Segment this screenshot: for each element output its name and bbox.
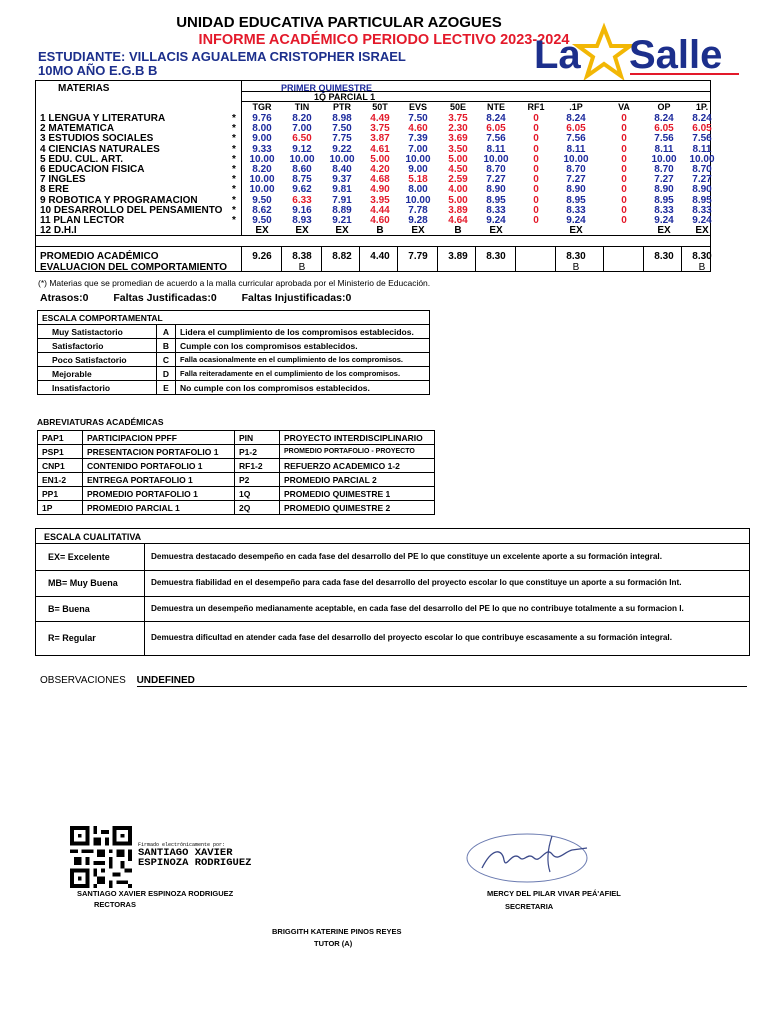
grade-cell: 4.44: [370, 204, 390, 216]
abbreviation-a: CNP1: [38, 459, 83, 473]
abbreviation-c: PIN: [235, 431, 280, 445]
grade-cell: EX: [657, 225, 671, 237]
grade-cell: 7.50: [332, 123, 352, 135]
grade-cell: 8.90: [692, 184, 712, 196]
abbreviation-c: RF1-2: [235, 459, 280, 473]
grade-cell: 3.89: [448, 204, 468, 216]
grades-table: [35, 80, 715, 273]
grade-cell: 8.70: [566, 164, 586, 175]
average-cell: 8.38: [292, 251, 312, 262]
abbreviation-b: ENTREGA PORTAFOLIO 1: [83, 473, 235, 487]
grade-column-header: 1P.: [695, 102, 709, 112]
grade-column-header: VA: [618, 102, 630, 112]
grade-cell: 9.76: [252, 113, 272, 124]
grade-cell: 9.00: [408, 164, 428, 175]
abbreviation-a: PSP1: [38, 445, 83, 459]
qr-code: [69, 826, 133, 888]
abbreviation-a: PAP1: [38, 431, 83, 445]
grade-cell: 8.33: [654, 204, 674, 216]
grade-column-header: TGR: [252, 102, 272, 112]
subject-name: 3 ESTUDIOS SOCIALES: [40, 133, 154, 145]
grade-cell: 0: [621, 113, 627, 124]
subject-name: 9 ROBOTICA Y PROGRAMACION: [40, 194, 198, 206]
grade-cell: 9.16: [292, 204, 312, 216]
average-cell: 4.40: [370, 251, 390, 262]
grade-cell: 8.40: [332, 164, 352, 175]
subject-name: 1 LENGUA Y LITERATURA: [40, 113, 166, 124]
grade-cell: 6.33: [292, 194, 312, 206]
abbreviation-row: [38, 501, 435, 515]
behavior-scale-letter: E: [157, 381, 176, 395]
grade-cell: 10.00: [651, 153, 677, 165]
qualitative-key: EX= Excelente: [48, 551, 110, 562]
grade-cell: 8.62: [252, 204, 272, 216]
grade-cell: 10.00: [563, 153, 589, 165]
observations: [40, 675, 195, 686]
grade-cell: 8.20: [292, 113, 312, 124]
behavior-scale-letter: D: [157, 367, 176, 381]
grade-cell: 7.56: [486, 133, 506, 145]
abbreviation-c: P1-2: [235, 445, 280, 459]
abbreviation-a: 1P: [38, 501, 83, 515]
behavior-scale-desc: Cumple con los compromisos establecidos.: [176, 339, 430, 353]
average-cell: 9.26: [252, 251, 272, 262]
grade-cell: 2.30: [448, 123, 468, 135]
grade-cell: 10.00: [249, 174, 275, 186]
abbreviation-c: 2Q: [235, 501, 280, 515]
grade-cell: 9.28: [408, 215, 428, 226]
grade-cell: 0: [621, 153, 627, 165]
rector-name: SANTIAGO XAVIER ESPINOZA RODRIGUEZ: [77, 889, 234, 898]
grade-cell: 8.20: [252, 164, 272, 175]
tutor-name: BRIGGITH KATERINE PINOS REYES: [272, 927, 402, 936]
grade-cell: 8.90: [566, 184, 586, 196]
grade-cell: B: [454, 225, 462, 237]
grade-cell: 8.24: [486, 113, 506, 124]
grade-cell: 7.91: [332, 194, 352, 206]
grade-cell: 8.95: [566, 194, 586, 206]
abbreviation-a: EN1-2: [38, 473, 83, 487]
grade-cell: 8.70: [654, 164, 674, 175]
qualitative-description: Demuestra un desempeño medianamente aceptable, en cada fase del desarrollo del PE lo que no contribuye totalmente a su formacion I.: [151, 603, 684, 613]
esign-name-2: ESPINOZA RODRIGUEZ: [138, 857, 252, 869]
grade-cell: 7.56: [654, 133, 674, 145]
subject-name: 11 PLAN LECTOR: [40, 215, 125, 226]
behavior-scale-name: Satisfactorio: [38, 339, 157, 353]
grade-column-header: 50T: [372, 102, 388, 112]
grade-cell: 8.95: [692, 194, 712, 206]
abbreviation-c: 1Q: [235, 487, 280, 501]
behavior-cell: B: [698, 262, 706, 273]
attendance-line: [40, 292, 351, 304]
grade-cell: 8.95: [654, 194, 674, 206]
behavior-scale-row: [38, 325, 430, 339]
grade-cell: 8.95: [486, 194, 506, 206]
grade-cell: 7.00: [408, 143, 428, 155]
grade-cell: 0: [533, 164, 539, 175]
grade-cell: 0: [621, 164, 627, 175]
grade-cell: 5.18: [408, 174, 428, 186]
grade-cell: 8.90: [654, 184, 674, 196]
grade-cell: 0: [533, 184, 539, 196]
average-cell: 8.30: [486, 251, 506, 262]
abbreviations-title: ABREVIATURAS ACADÉMICAS: [37, 417, 164, 427]
average-cell: 8.82: [332, 251, 352, 262]
average-cell: 7.79: [408, 251, 428, 262]
abbreviation-row: [38, 445, 435, 459]
qualitative-description: Demuestra destacado desempeño en cada fase del desarrollo del PE lo que constituye un excelente aporte a su formación integral.: [151, 551, 662, 561]
grade-cell: EX: [255, 225, 269, 237]
qualitative-key: R= Regular: [48, 633, 96, 643]
grade-cell: 8.11: [566, 143, 586, 155]
grade-column-header: TIN: [294, 102, 310, 112]
grade-cell: 7.39: [408, 133, 428, 145]
grade-cell: 10.00: [689, 153, 715, 165]
behavior-scale-table: [37, 310, 430, 395]
grade-cell: 8.33: [692, 204, 712, 216]
grade-cell: 4.60: [370, 215, 390, 226]
abbreviation-row: [38, 431, 435, 445]
subject-name: 7 INGLES: [40, 174, 86, 186]
grade-cell: 8.00: [408, 184, 428, 196]
grade-cell: 3.69: [448, 133, 468, 145]
grade-cell: 3.75: [370, 123, 390, 135]
grade-cell: 0: [533, 215, 539, 226]
grade-cell: 8.90: [486, 184, 506, 196]
grade-cell: 9.37: [332, 174, 352, 186]
grade-cell: B: [376, 225, 384, 237]
grade-column-header: 50E: [449, 102, 466, 112]
grade-cell: 7.27: [486, 174, 506, 186]
abbreviation-b: CONTENIDO PORTAFOLIO 1: [83, 459, 235, 473]
grade-cell: 9.62: [292, 184, 312, 196]
grade-cell: 8.24: [692, 113, 712, 124]
tutor-role: TUTOR (A): [314, 939, 353, 948]
grade-cell: EX: [335, 225, 349, 237]
la-salle-logo: [534, 22, 744, 82]
grade-cell: 7.27: [654, 174, 674, 186]
grade-cell: 0: [533, 204, 539, 216]
grade-cell: 4.20: [370, 164, 390, 175]
grade-cell: 0: [533, 133, 539, 145]
grade-cell: 8.24: [654, 113, 674, 124]
grade-cell: 6.50: [292, 133, 312, 145]
grade-cell: 7.75: [332, 133, 352, 145]
subjects-header: MATERIAS: [58, 83, 110, 94]
grade-cell: 9.81: [332, 184, 352, 196]
grade-cell: EX: [489, 225, 503, 237]
secretary-handwritten-signature: [462, 828, 602, 893]
atrasos: Atrasos:0: [40, 292, 89, 304]
behavior-scale-row: [38, 339, 430, 353]
grade-cell: 8.11: [486, 143, 506, 155]
abbreviation-row: [38, 487, 435, 501]
behavior-scale-desc: Falla reiteradamente en el cumplimiento de los compromisos.: [176, 367, 430, 381]
behavior-scale-letter: B: [157, 339, 176, 353]
faltas-justificadas: Faltas Justificadas:0: [113, 292, 217, 304]
average-cell: 3.89: [448, 251, 468, 262]
grade-cell: 9.24: [566, 215, 586, 226]
abbreviation-d: PROYECTO INTERDISCIPLINARIO: [280, 431, 435, 445]
abbreviation-c: P2: [235, 473, 280, 487]
secretary-name: MERCY DEL PILAR VIVAR PEÁ'AFIEL: [487, 889, 621, 898]
esign-caption: Firmado electrónicamente por:: [138, 842, 226, 848]
grade-cell: 3.87: [370, 133, 390, 145]
grade-cell: 6.05: [566, 123, 586, 135]
average-marker: *: [232, 113, 236, 124]
electronic-signature: [138, 842, 251, 868]
faltas-injustificadas: Faltas Injustificadas:0: [241, 292, 352, 304]
behavior-scale-name: Muy Satistactorio: [38, 325, 157, 339]
observations-value: UNDEFINED: [136, 675, 195, 686]
grade-cell: 8.70: [486, 164, 506, 175]
abbreviation-b: PARTICIPACION PPFF: [83, 431, 235, 445]
grade-cell: 0: [533, 194, 539, 206]
grade-cell: 0: [533, 174, 539, 186]
grade-cell: 5.00: [370, 153, 390, 165]
grade-cell: 9.50: [252, 215, 272, 226]
grade-cell: 3.95: [370, 194, 390, 206]
grade-cell: 4.68: [370, 174, 390, 186]
grade-cell: 7.00: [292, 123, 312, 135]
average-marker: *: [232, 164, 236, 175]
parcial-header: 1Q PARCIAL 1: [314, 92, 376, 102]
grade-cell: 3.50: [448, 143, 468, 155]
grade-cell: 8.98: [332, 113, 352, 124]
qualitative-scale-table: [35, 528, 750, 656]
grade-cell: EX: [569, 225, 583, 237]
esign-name-1: SANTIAGO XAVIER: [138, 847, 233, 859]
abbreviation-d: PROMEDIO QUIMESTRE 2: [280, 501, 435, 515]
grade-cell: 10.00: [249, 153, 275, 165]
grade-cell: EX: [411, 225, 425, 237]
behavior-label: EVALUACION DEL COMPORTAMIENTO: [40, 262, 228, 273]
grade-cell: 9.21: [332, 215, 352, 226]
grade-cell: 4.60: [408, 123, 428, 135]
grade-cell: 9.24: [692, 215, 712, 226]
grade-cell: 7.78: [408, 204, 428, 216]
grade-cell: 0: [533, 113, 539, 124]
grade-cell: 9.33: [252, 143, 272, 155]
grade-cell: 6.05: [486, 123, 506, 135]
average-cell: 8.30: [566, 251, 586, 262]
grade-column-header: RF1: [527, 102, 545, 112]
subject-name: 2 MATEMATICA: [40, 123, 115, 135]
grade-cell: 8.00: [252, 123, 272, 135]
behavior-scale-letter: C: [157, 353, 176, 367]
grade-cell: 10.00: [405, 194, 431, 206]
grade-cell: 7.50: [408, 113, 428, 124]
grade-cell: EX: [295, 225, 309, 237]
average-marker: *: [232, 133, 236, 145]
grade-cell: 8.60: [292, 164, 312, 175]
school-name: UNIDAD EDUCATIVA PARTICULAR AZOGUES: [176, 14, 502, 31]
abbreviation-d: PROMEDIO PORTAFOLIO - PROYECTO: [280, 445, 435, 459]
grade-cell: 0: [621, 174, 627, 186]
average-marker: *: [232, 123, 236, 135]
grade-cell: 8.70: [692, 164, 712, 175]
grade-column-header: NTE: [487, 102, 505, 112]
behavior-scale-name: Insatisfactorio: [38, 381, 157, 395]
grade-cell: 8.93: [292, 215, 312, 226]
grade-cell: 6.05: [692, 123, 712, 135]
abbreviations-table: [37, 430, 435, 515]
abbreviation-b: PROMEDIO PARCIAL 1: [83, 501, 235, 515]
grade-cell: EX: [695, 225, 709, 237]
report-title: INFORME ACADÉMICO PERIODO LECTIVO 2023-2024: [198, 32, 570, 48]
grade-cell: 8.75: [292, 174, 312, 186]
grade-cell: 0: [621, 143, 627, 155]
grade-cell: 2.59: [448, 174, 468, 186]
observations-label: OBSERVACIONES: [40, 675, 126, 686]
grade-cell: 5.00: [448, 194, 468, 206]
behavior-scale-row: [38, 367, 430, 381]
grade-cell: 0: [621, 133, 627, 145]
grade-cell: 0: [533, 123, 539, 135]
subject-name: 5 EDU. CUL. ART.: [40, 153, 123, 165]
subject-name: 12 D.H.I: [40, 225, 77, 237]
behavior-scale-row: [38, 381, 430, 395]
abbreviation-a: PP1: [38, 487, 83, 501]
logo-text-left: La: [534, 33, 581, 77]
grade-cell: 4.90: [370, 184, 390, 196]
grade-cell: 8.33: [566, 204, 586, 216]
grade-column-header: PTR: [333, 102, 351, 112]
grade-cell: 4.49: [370, 113, 390, 124]
course-name: 10MO AÑO E.G.B B: [38, 63, 158, 78]
average-marker: *: [232, 153, 236, 165]
average-marker: *: [232, 143, 236, 155]
abbreviation-d: REFUERZO ACADEMICO 1-2: [280, 459, 435, 473]
student-name: ESTUDIANTE: VILLACIS AGUALEMA CRISTOPHER ISRAEL: [38, 49, 406, 64]
grade-cell: 8.11: [654, 143, 674, 155]
grade-cell: 10.00: [405, 153, 431, 165]
grade-cell: 0: [621, 204, 627, 216]
abbreviation-row: [38, 473, 435, 487]
grade-cell: 4.64: [448, 215, 468, 226]
grade-cell: 6.05: [654, 123, 674, 135]
average-marker: *: [232, 174, 236, 186]
abbreviation-d: PROMEDIO PARCIAL 2: [280, 473, 435, 487]
average-marker: *: [232, 204, 236, 216]
grade-cell: 4.00: [448, 184, 468, 196]
average-marker: *: [232, 194, 236, 206]
grade-cell: 4.50: [448, 164, 468, 175]
qualitative-description: Demuestra dificultad en atender cada fase del desarrollo del proyecto escolar lo que contribuye escasamente a su formación integral.: [151, 633, 672, 642]
behavior-scale-title: ESCALA COMPORTAMENTAL: [38, 311, 430, 325]
grade-cell: 10.00: [483, 153, 509, 165]
grade-cell: 8.33: [486, 204, 506, 216]
abbreviation-row: [38, 459, 435, 473]
behavior-scale-name: Mejorable: [38, 367, 157, 381]
grade-cell: 10.00: [329, 153, 355, 165]
grade-cell: 8.11: [692, 143, 712, 155]
grade-cell: 7.27: [692, 174, 712, 186]
behavior-scale-row: [38, 353, 430, 367]
grade-cell: 0: [621, 194, 627, 206]
qualitative-key: MB= Muy Buena: [48, 578, 118, 588]
average-cell: 8.30: [692, 251, 712, 262]
behavior-scale-desc: Falla ocasionalmente en el cumplimiento de los compromisos.: [176, 353, 430, 367]
grade-cell: 8.89: [332, 204, 352, 216]
grade-cell: 9.12: [292, 143, 312, 155]
qualitative-title: ESCALA CUALITATIVA: [44, 532, 142, 542]
logo-text-right: Salle: [629, 33, 723, 77]
grade-cell: 0: [621, 184, 627, 196]
abbreviation-b: PROMEDIO PORTAFOLIO 1: [83, 487, 235, 501]
average-label: PROMEDIO ACADÉMICO: [40, 251, 159, 262]
grade-column-header: .1P: [569, 102, 583, 112]
grade-cell: 3.75: [448, 113, 468, 124]
grade-column-header: OP: [657, 102, 671, 112]
average-marker: *: [232, 215, 236, 226]
secretary-role: SECRETARIA: [505, 902, 554, 911]
rector-role: RECTORAS: [94, 900, 136, 909]
qualitative-key: B= Buena: [48, 603, 90, 614]
behavior-scale-letter: A: [157, 325, 176, 339]
grade-cell: 0: [621, 123, 627, 135]
abbreviation-d: PROMEDIO QUIMESTRE 1: [280, 487, 435, 501]
behavior-cell: B: [298, 262, 306, 273]
quimestre-header: PRIMER QUIMESTRE: [281, 83, 373, 93]
grade-cell: 9.50: [252, 194, 272, 206]
grade-cell: 10.00: [289, 153, 315, 165]
subject-name: 8 ERE: [40, 184, 69, 196]
curriculum-note: (*) Materias que se promedian de acuerdo a la malla curricular aprobada por el Ministerio de Educación.: [38, 278, 431, 288]
subject-name: 4 CIENCIAS NATURALES: [40, 143, 160, 155]
grade-cell: 0: [621, 215, 627, 226]
grade-cell: 10.00: [249, 184, 275, 196]
grade-cell: 7.56: [566, 133, 586, 145]
behavior-scale-desc: Lidera el cumplimiento de los compromisos establecidos.: [176, 325, 430, 339]
grade-cell: 9.22: [332, 143, 352, 155]
grade-cell: 0: [533, 153, 539, 165]
grade-cell: 7.27: [566, 174, 586, 186]
behavior-scale-name: Poco Satisfactorio: [38, 353, 157, 367]
grade-cell: 7.56: [692, 133, 712, 145]
grade-cell: 0: [533, 143, 539, 155]
grade-cell: 8.24: [566, 113, 586, 124]
subject-name: 10 DESARROLLO DEL PENSAMIENTO: [40, 204, 223, 216]
abbreviation-b: PRESENTACION PORTAFOLIO 1: [83, 445, 235, 459]
grade-cell: 4.61: [370, 143, 390, 155]
grade-cell: 5.00: [448, 153, 468, 165]
grade-column-header: EVS: [408, 102, 427, 112]
grade-cell: 9.00: [252, 133, 272, 145]
behavior-cell: B: [572, 262, 580, 273]
qualitative-description: Demuestra fiabilidad en el desempeño para cada fase del desarrollo del proyecto escolar lo que constituye un aporte a su formación Int.: [151, 578, 682, 587]
subject-name: 6 EDUCACION FISICA: [40, 164, 145, 175]
behavior-scale-desc: No cumple con los compromisos establecidos.: [176, 381, 430, 395]
grade-cell: 9.24: [486, 215, 506, 226]
average-marker: *: [232, 184, 236, 196]
grade-cell: 9.24: [654, 215, 674, 226]
average-cell: 8.30: [654, 251, 674, 262]
